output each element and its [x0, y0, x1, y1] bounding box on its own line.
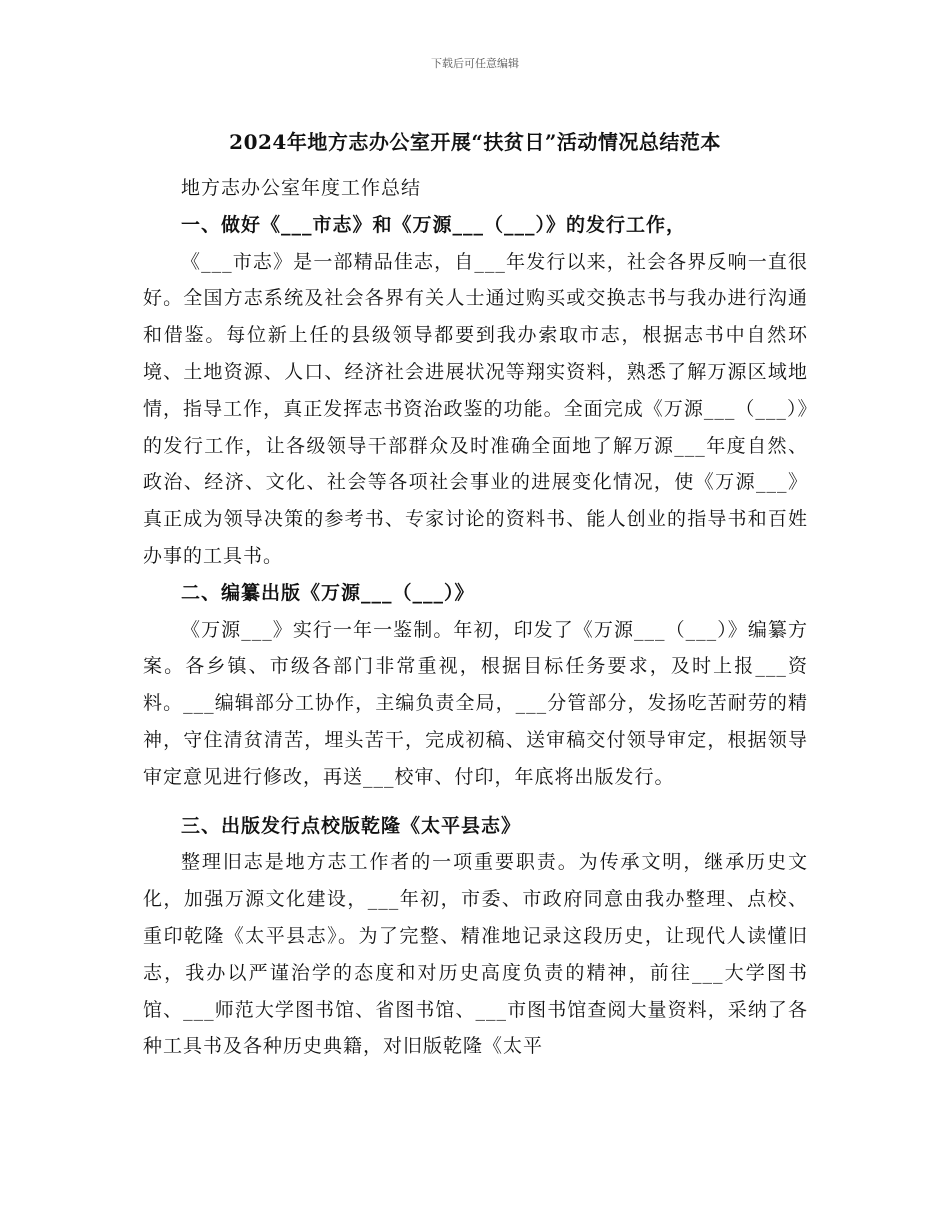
section-2-text: 《万源___》实行一年一鉴制。年初，印发了《万源___（___）》编纂方案。各乡镇、市级各部门非常重视，根据目标任务要求，及时上报___资料。___编辑部分工协作，主编负责全局，___分管部分，发扬吃苦耐劳的精神，守住清贫清苦，埋头苦干，完成初稿、送审稿交付领导审定，根据领导审定意见进行修改，再送___校审、付印，年底将出版发行。: [143, 618, 808, 788]
section-3-text: 整理旧志是地方志工作者的一项重要职责。为传承文明，继承历史文化，加强万源文化建设，___年初，市委、市政府同意由我办整理、点校、重印乾隆《太平县志》。为了完整、精准地记录这段历史，让现代人读懂旧志，我办以严谨治学的态度和对历史高度负责的精神，前往___大学图书馆、___师范大学图书馆、省图书馆、___市图书馆查阅大量资料，采纳了各种工具书及各种历史典籍，对旧版乾隆《太平: [143, 851, 808, 1058]
section-2-heading: 二、编纂出版《万源___（___）》: [181, 581, 475, 604]
header-note: 下载后可任意编辑: [431, 57, 519, 70]
document-title: 2024年地方志办公室开展“扶贫日”活动情况总结范本: [229, 130, 721, 154]
section-1-text: 《___市志》是一部精品佳志，自___年发行以来，社会各界反响一直很好。全国方志系统及社会各界有关人士通过购买或交换志书与我办进行沟通和借鉴。每位新上任的县级领导都要到我办索取市志，根据志书中自然环境、土地资源、人口、经济社会进展状况等翔实资料，熟悉了解万源区域地情，指导工作，真正发挥志书资治政鉴的功能。全面完成《万源___（___）》的发行工作，让各级领导干部群众及时准确全面地了解万源___年度自然、政治、经济、文化、社会等各项社会事业的进展变化情况，使《万源___》真正成为领导决策的参考书、专家讨论的资料书、能人创业的指导书和百姓办事的工具书。: [143, 250, 808, 567]
document-body: [143, 170, 808, 1065]
section-3-heading: 三、出版发行点校版乾隆《太平县志》: [181, 814, 522, 837]
section-1-heading: 一、做好《___市志》和《万源___（___）》的发行工作，: [181, 213, 687, 236]
intro-paragraph: 地方志办公室年度工作总结: [181, 177, 422, 199]
